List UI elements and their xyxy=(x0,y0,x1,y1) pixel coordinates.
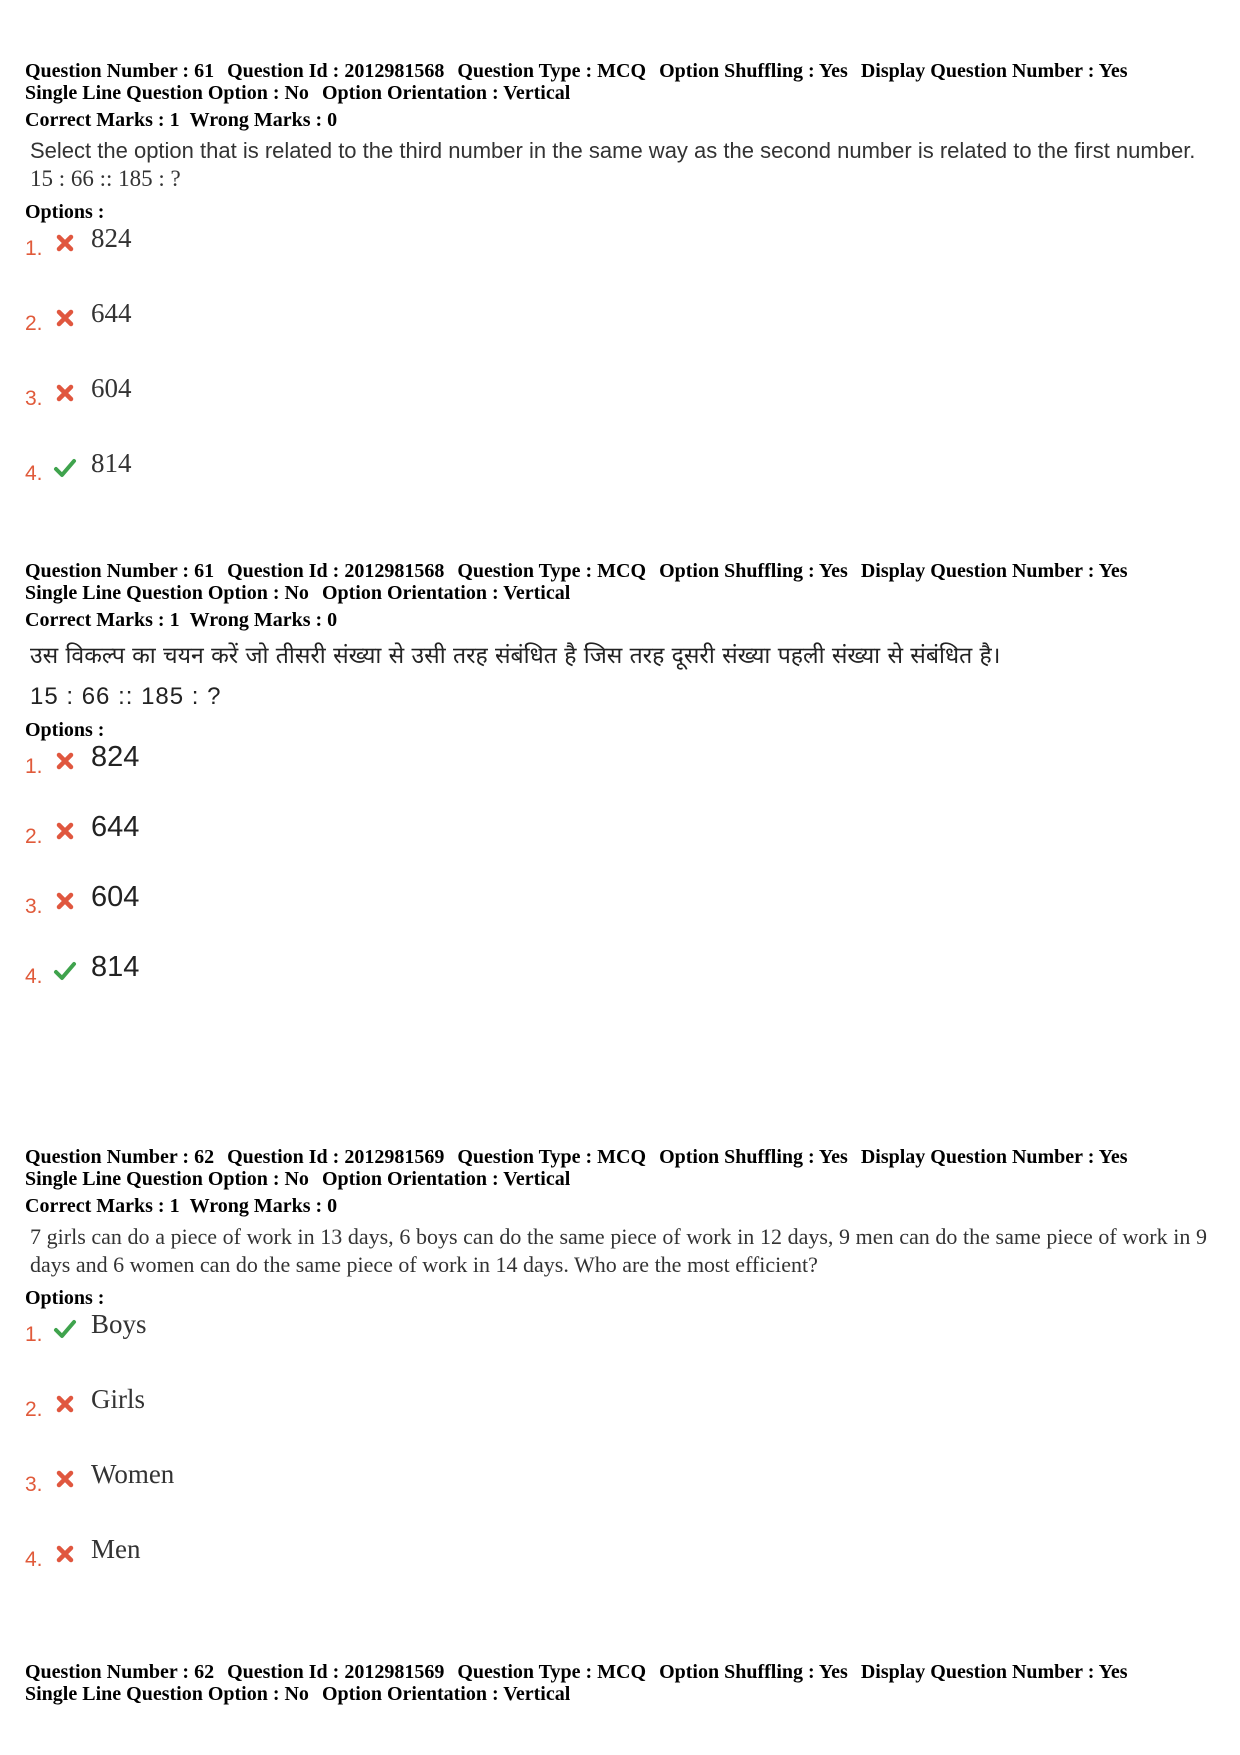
option-value: 644 xyxy=(91,298,132,328)
cross-icon xyxy=(53,749,77,773)
option-item xyxy=(25,223,1215,298)
question-meta-line2 xyxy=(25,1683,1215,1705)
cross-icon xyxy=(53,1542,77,1566)
question-number: Question Number : 61 xyxy=(25,560,215,582)
option-number: 2. xyxy=(25,1398,43,1421)
marks-line xyxy=(25,1195,1215,1217)
checkmark-icon xyxy=(53,959,77,983)
option-value: 824 xyxy=(91,223,132,253)
question-meta-line2 xyxy=(25,82,1215,104)
option-value: 604 xyxy=(91,881,140,913)
question-text: Select the option that is related to the third number in the same way as the second number is related to the first number. xyxy=(30,138,1196,163)
option-orientation: Option Orientation : Vertical xyxy=(321,582,571,604)
question-id: Question Id : 2012981568 xyxy=(227,60,445,82)
options-label: Options : xyxy=(25,1287,105,1309)
question-text: 7 girls can do a piece of work in 13 days, 6 boys can do the same piece of work in 12 days, 9 men can do the same piece of work in 9 days and 6 women can do the same piece of work in 14 days. Who are the most efficient? xyxy=(30,1224,1207,1277)
single-line-option: Single Line Question Option : No xyxy=(25,582,309,604)
cross-icon xyxy=(53,381,77,405)
option-number: 3. xyxy=(25,1473,43,1496)
options-label: Options : xyxy=(25,719,105,741)
option-item xyxy=(25,881,1215,951)
cross-icon xyxy=(53,306,77,330)
option-value: 604 xyxy=(91,373,132,403)
option-item xyxy=(25,1384,1215,1459)
option-number: 1. xyxy=(25,1323,43,1346)
options-list xyxy=(25,1309,1215,1609)
option-value: 814 xyxy=(91,951,140,983)
question-type: Question Type : MCQ xyxy=(457,560,647,582)
question-id: Question Id : 2012981569 xyxy=(227,1661,445,1683)
question-number: Question Number : 62 xyxy=(25,1661,215,1683)
question-ratio: 15 : 66 :: 185 : ? xyxy=(30,166,181,191)
marks-line xyxy=(25,109,1215,131)
display-question-number: Display Question Number : Yes xyxy=(860,60,1128,82)
option-number: 3. xyxy=(25,895,43,918)
option-item xyxy=(25,1459,1215,1534)
wrong-marks: Wrong Marks : 0 xyxy=(189,109,338,131)
single-line-option: Single Line Question Option : No xyxy=(25,1683,309,1705)
question-ratio: 15 : 66 :: 185 : ? xyxy=(30,683,222,710)
option-value: Men xyxy=(91,1534,141,1564)
option-shuffling: Option Shuffling : Yes xyxy=(659,60,848,82)
checkmark-icon xyxy=(53,456,77,480)
option-number: 4. xyxy=(25,1548,43,1571)
single-line-option: Single Line Question Option : No xyxy=(25,1168,309,1190)
display-question-number: Display Question Number : Yes xyxy=(860,560,1128,582)
question-type: Question Type : MCQ xyxy=(457,1146,647,1168)
option-shuffling: Option Shuffling : Yes xyxy=(659,560,848,582)
option-item xyxy=(25,1309,1215,1384)
question-meta-line1 xyxy=(25,560,1215,582)
cross-icon xyxy=(53,819,77,843)
question-block-62-en xyxy=(25,1146,1215,1609)
question-meta-line1 xyxy=(25,60,1215,82)
cross-icon xyxy=(53,231,77,255)
option-value: 814 xyxy=(91,448,132,478)
question-block-61-hi xyxy=(25,560,1215,1021)
options-label: Options : xyxy=(25,201,105,223)
option-item xyxy=(25,448,1215,523)
option-value: Boys xyxy=(91,1309,147,1339)
option-value: 644 xyxy=(91,811,140,843)
question-meta-line2 xyxy=(25,582,1215,604)
question-text: उस विकल्प का चयन करें जो तीसरी संख्या से उसी तरह संबंधित है जिस तरह दूसरी संख्या पहली संख्या से संबंधित है। xyxy=(30,643,1001,669)
option-orientation: Option Orientation : Vertical xyxy=(321,1683,571,1705)
option-value: Women xyxy=(91,1459,175,1489)
question-meta-line1 xyxy=(25,1661,1215,1683)
question-block-62-hi xyxy=(25,1661,1215,1705)
question-id: Question Id : 2012981568 xyxy=(227,560,445,582)
single-line-option: Single Line Question Option : No xyxy=(25,82,309,104)
question-number: Question Number : 61 xyxy=(25,60,215,82)
option-shuffling: Option Shuffling : Yes xyxy=(659,1661,848,1683)
checkmark-icon xyxy=(53,1317,77,1341)
option-item xyxy=(25,811,1215,881)
question-number: Question Number : 62 xyxy=(25,1146,215,1168)
options-list xyxy=(25,741,1215,1021)
options-list xyxy=(25,223,1215,523)
option-shuffling: Option Shuffling : Yes xyxy=(659,1146,848,1168)
option-number: 2. xyxy=(25,312,43,335)
option-number: 1. xyxy=(25,237,43,260)
cross-icon xyxy=(53,1467,77,1491)
question-id: Question Id : 2012981569 xyxy=(227,1146,445,1168)
question-block-61-en xyxy=(25,60,1215,523)
option-value: Girls xyxy=(91,1384,145,1414)
question-meta-line1 xyxy=(25,1146,1215,1168)
option-item xyxy=(25,298,1215,373)
question-meta-line2 xyxy=(25,1168,1215,1190)
option-orientation: Option Orientation : Vertical xyxy=(321,82,571,104)
option-number: 3. xyxy=(25,387,43,410)
cross-icon xyxy=(53,1392,77,1416)
option-item xyxy=(25,1534,1215,1609)
option-number: 1. xyxy=(25,755,43,778)
option-number: 4. xyxy=(25,965,43,988)
question-type: Question Type : MCQ xyxy=(457,60,647,82)
correct-marks: Correct Marks : 1 xyxy=(25,1195,180,1217)
correct-marks: Correct Marks : 1 xyxy=(25,109,180,131)
cross-icon xyxy=(53,889,77,913)
option-orientation: Option Orientation : Vertical xyxy=(321,1168,571,1190)
option-item xyxy=(25,741,1215,811)
option-value: 824 xyxy=(91,741,140,773)
option-item xyxy=(25,951,1215,1021)
wrong-marks: Wrong Marks : 0 xyxy=(189,1195,338,1217)
display-question-number: Display Question Number : Yes xyxy=(860,1661,1128,1683)
option-number: 2. xyxy=(25,825,43,848)
wrong-marks: Wrong Marks : 0 xyxy=(189,609,338,631)
question-type: Question Type : MCQ xyxy=(457,1661,647,1683)
option-item xyxy=(25,373,1215,448)
marks-line xyxy=(25,609,1215,631)
correct-marks: Correct Marks : 1 xyxy=(25,609,180,631)
display-question-number: Display Question Number : Yes xyxy=(860,1146,1128,1168)
option-number: 4. xyxy=(25,462,43,485)
